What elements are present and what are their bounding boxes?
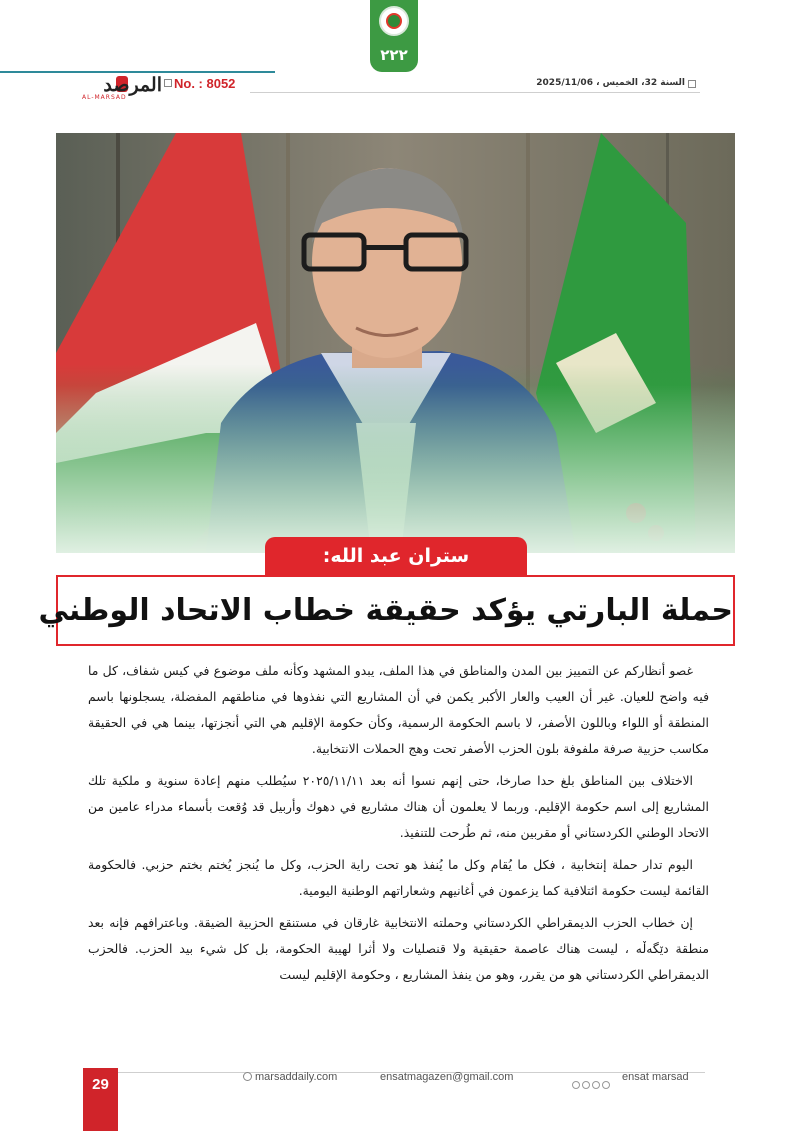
youtube-icon[interactable] bbox=[602, 1081, 610, 1089]
paragraph: الاختلاف بين المناطق بلغ حدا صارخا، حتى إنهم نسوا أنه بعد ٢٠٢٥/١١/١١ سيُطلب منهم إعادة سنوية و ملكية تلك المشاريع إلى اسم حكومة الإقليم. وربما لا يعلمون أن هناك مشاريع في دهوك وأربيل قد وُقعت بأسماء مدراء عامين من الاتحاد الوطني الكردستاني أو مقربين منه، ثم طُرحت للتنفيذ. bbox=[88, 773, 709, 840]
email-link[interactable]: ensatmagazen@gmail.com bbox=[380, 1071, 514, 1083]
globe-icon bbox=[243, 1072, 252, 1081]
instagram-icon[interactable] bbox=[592, 1081, 600, 1089]
headline: حملة البارتي يؤكد حقيقة خطاب الاتحاد الوطني bbox=[38, 593, 733, 628]
issue-number: No. : 8052 bbox=[174, 76, 236, 91]
party-seal-icon bbox=[379, 6, 409, 36]
portrait-photo bbox=[56, 133, 735, 553]
paragraph: إن خطاب الحزب الديمقراطي الكردستاني وحملته الانتخابية غارقان في مستنقع الحزبية الضيقة. وباعترافهم فإنه بعد منطقة دێگەڵە ، ليست هناك عاصمة حقيقية ولا قنصليات ولا أثرا لهيبة الحكومة، بل كل شيء بيد الحزب. فالحزب الديمقراطي الكردستاني هو من يقرر، وهو من ينفذ المشاريع ، وحكومة الإقليم ليست bbox=[88, 915, 709, 982]
page-number: 29 bbox=[92, 1076, 109, 1093]
social-handle: ensat marsad bbox=[622, 1071, 689, 1083]
brand-subtitle: AL-MARSAD bbox=[82, 94, 127, 101]
top-accent-line bbox=[0, 71, 275, 73]
tab-mark: ٢٢٢ bbox=[380, 46, 408, 64]
author-kicker: ستران عبد الله: bbox=[265, 537, 527, 575]
facebook-icon[interactable] bbox=[572, 1081, 580, 1089]
website-text: marsaddaily.com bbox=[255, 1071, 338, 1083]
brand-name: المرصد bbox=[103, 74, 162, 96]
paragraph: غصو أنظاركم عن التمييز بين المدن والمناطق في هذا الملف، يبدو المشهد وكأنه ملف موضوع في كيس شفاف، كل ما فيه واضح للعيان. غير أن العيب والعار الأكبر يكمن في أن المشاريع التي نفذوها في مناطقهم المفضلة، يسجلونها باسم المنطقة أو اللواء وباللون الأصفر، لا باسم الحكومة الرسمية، وكأن حكومة الإقليم هي التي أنجزتها، بينما هي في الحقيقة مكاسب حزبية صرفة ملفوفة بلون الحزب الأصفر تحت وهج الحملات الانتخابية. bbox=[88, 663, 709, 756]
paragraph: اليوم تدار حملة إنتخابية ، فكل ما يُقام وكل ما يُنفذ هو تحت راية الحزب، وكل ما يُنجز يُختم بختم حزبي. فالحكومة القائمة ليست حكومة ائتلافية كما يزعمون في أغانيهم وشعاراتهم الوطنية اليومية. bbox=[88, 857, 709, 898]
website-link[interactable] bbox=[243, 1071, 337, 1083]
header-divider bbox=[250, 92, 700, 93]
social-icons bbox=[572, 1074, 616, 1084]
issue-date: السنة 32، الخميس ، 2025/11/06 bbox=[536, 78, 685, 88]
twitter-icon[interactable] bbox=[582, 1081, 590, 1089]
article-body bbox=[88, 658, 709, 994]
headline-frame bbox=[38, 575, 735, 646]
brand-logo[interactable] bbox=[82, 74, 162, 104]
party-logo-tab bbox=[370, 0, 418, 72]
checkbox-icon bbox=[688, 80, 696, 88]
page-number-tab bbox=[83, 1068, 118, 1131]
checkbox-icon bbox=[164, 79, 172, 87]
